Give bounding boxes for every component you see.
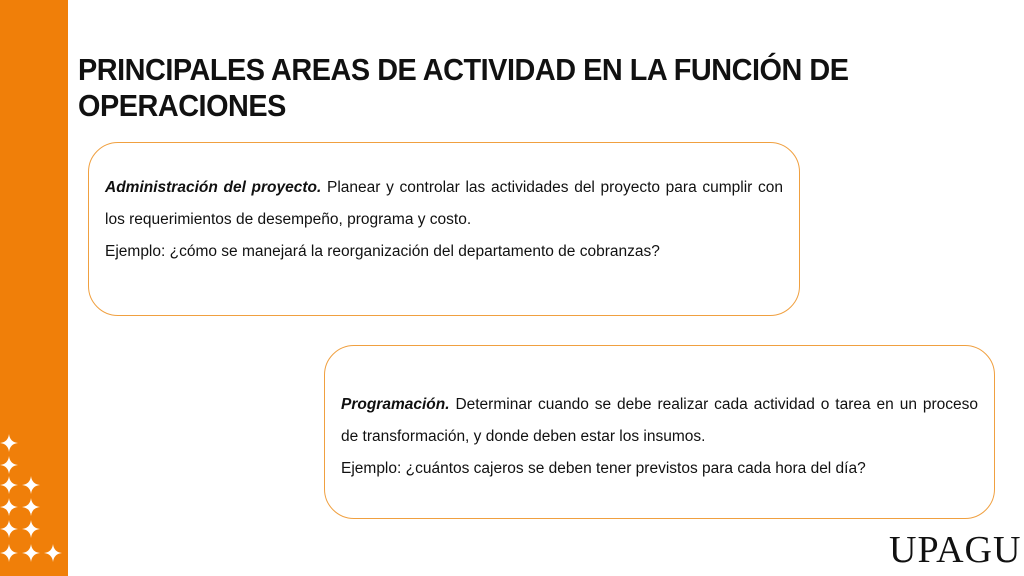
upagu-logo — [889, 522, 1022, 572]
sparkle-icon — [0, 456, 18, 474]
card-project-administration — [88, 142, 800, 316]
card-example: Ejemplo: ¿cómo se manejará la reorganización del departamento de cobranzas? — [105, 243, 660, 260]
card-lead: Administración del proyecto. — [105, 179, 322, 196]
sparkle-icon — [44, 544, 62, 562]
sparkle-icon — [22, 544, 40, 562]
sparkle-icon — [22, 498, 40, 516]
sparkle-icon — [0, 520, 18, 538]
accent-sidebar — [0, 0, 68, 576]
sparkle-icon — [22, 476, 40, 494]
slide-title: PRINCIPALES AREAS DE ACTIVIDAD EN LA FUNCIÓN DE OPERACIONES — [78, 52, 849, 123]
card-lead: Programación. — [341, 396, 450, 413]
sparkle-icon — [0, 498, 18, 516]
card-example: Ejemplo: ¿cuántos cajeros se deben tener previstos para cada hora del día? — [341, 460, 866, 477]
card-description — [105, 172, 783, 236]
logo-text: UPAGU — [889, 529, 1022, 571]
card-description — [341, 389, 978, 453]
sparkle-icon — [22, 520, 40, 538]
sparkle-icon — [0, 476, 18, 494]
sparkle-icon — [0, 544, 18, 562]
card-text: Determinar cuando se debe realizar cada actividad o tarea en un proceso de transformación, y donde deben estar los insumos. — [341, 396, 978, 445]
card-text: Planear y controlar las actividades del proyecto para cumplir con los requerimientos de desempeño, programa y costo. — [105, 179, 783, 228]
sparkle-icon — [0, 434, 18, 452]
card-scheduling — [324, 345, 995, 519]
